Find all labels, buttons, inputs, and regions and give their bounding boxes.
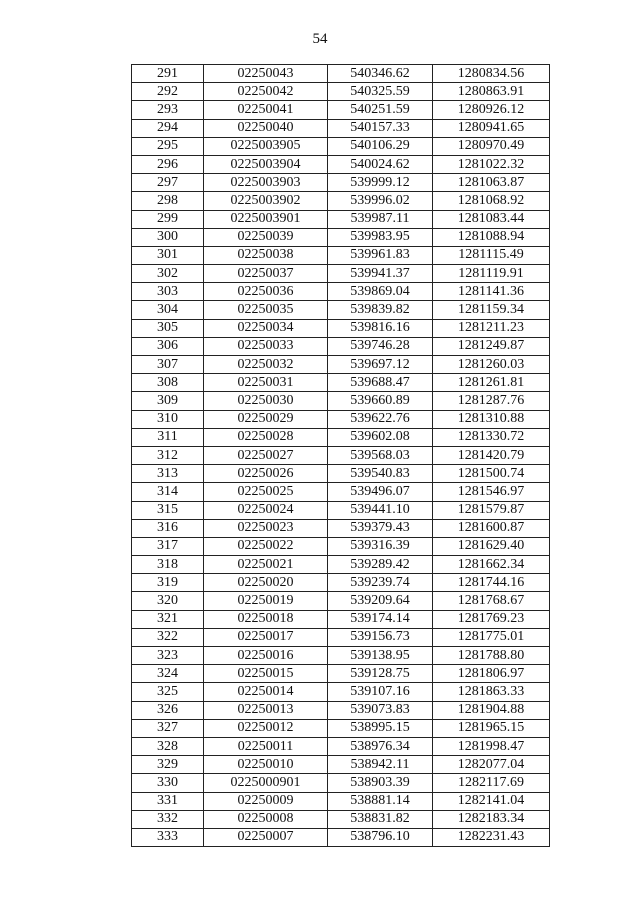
y-coordinate-cell: 1281744.16 [433,574,550,592]
point-number-cell: 329 [132,756,204,774]
y-coordinate-cell: 1281775.01 [433,628,550,646]
x-coordinate-cell: 539697.12 [328,356,433,374]
table-row [132,246,550,264]
x-coordinate-cell: 540157.33 [328,119,433,137]
y-coordinate-cell: 1281546.97 [433,483,550,501]
point-number-cell: 305 [132,319,204,337]
point-code-cell: 0225003903 [204,174,328,192]
point-number-cell: 315 [132,501,204,519]
y-coordinate-cell: 1280926.12 [433,101,550,119]
point-code-cell: 02250013 [204,701,328,719]
table-row [132,501,550,519]
y-coordinate-cell: 1281249.87 [433,337,550,355]
point-code-cell: 02250030 [204,392,328,410]
y-coordinate-cell: 1281662.34 [433,556,550,574]
point-code-cell: 02250034 [204,319,328,337]
point-code-cell: 02250018 [204,610,328,628]
y-coordinate-cell: 1280834.56 [433,65,550,83]
table-row [132,446,550,464]
x-coordinate-cell: 538831.82 [328,810,433,828]
point-code-cell: 02250042 [204,83,328,101]
x-coordinate-cell: 539316.39 [328,537,433,555]
table-row [132,701,550,719]
table-row [132,556,550,574]
y-coordinate-cell: 1281211.23 [433,319,550,337]
point-number-cell: 294 [132,119,204,137]
table-row [132,610,550,628]
table-row [132,537,550,555]
point-code-cell: 02250016 [204,647,328,665]
point-code-cell: 02250026 [204,465,328,483]
point-code-cell: 02250041 [204,101,328,119]
table-row [132,319,550,337]
x-coordinate-cell: 538903.39 [328,774,433,792]
point-number-cell: 297 [132,174,204,192]
table-row [132,374,550,392]
table-row [132,356,550,374]
y-coordinate-cell: 1281998.47 [433,737,550,755]
point-code-cell: 02250024 [204,501,328,519]
y-coordinate-cell: 1282077.04 [433,756,550,774]
table-row [132,155,550,173]
point-code-cell: 0225003901 [204,210,328,228]
y-coordinate-cell: 1280970.49 [433,137,550,155]
point-number-cell: 303 [132,283,204,301]
point-number-cell: 313 [132,465,204,483]
point-number-cell: 314 [132,483,204,501]
point-code-cell: 02250036 [204,283,328,301]
y-coordinate-cell: 1280863.91 [433,83,550,101]
point-number-cell: 330 [132,774,204,792]
y-coordinate-cell: 1281420.79 [433,446,550,464]
x-coordinate-cell: 539961.83 [328,246,433,264]
point-number-cell: 321 [132,610,204,628]
point-code-cell: 02250029 [204,410,328,428]
table-row [132,828,550,846]
point-code-cell: 02250009 [204,792,328,810]
point-code-cell: 0225000901 [204,774,328,792]
table-row [132,137,550,155]
y-coordinate-cell: 1282183.34 [433,810,550,828]
point-code-cell: 02250025 [204,483,328,501]
table-row [132,337,550,355]
point-code-cell: 0225003902 [204,192,328,210]
x-coordinate-cell: 539496.07 [328,483,433,501]
table-row [132,465,550,483]
x-coordinate-cell: 539688.47 [328,374,433,392]
point-code-cell: 02250038 [204,246,328,264]
point-code-cell: 02250035 [204,301,328,319]
point-number-cell: 302 [132,265,204,283]
x-coordinate-cell: 539107.16 [328,683,433,701]
y-coordinate-cell: 1281579.87 [433,501,550,519]
point-number-cell: 325 [132,683,204,701]
point-code-cell: 02250010 [204,756,328,774]
table-row [132,210,550,228]
point-number-cell: 304 [132,301,204,319]
point-number-cell: 298 [132,192,204,210]
table-row [132,192,550,210]
y-coordinate-cell: 1281806.97 [433,665,550,683]
point-code-cell: 02250011 [204,737,328,755]
y-coordinate-cell: 1281287.76 [433,392,550,410]
table-row [132,228,550,246]
y-coordinate-cell: 1281022.32 [433,155,550,173]
point-number-cell: 326 [132,701,204,719]
point-code-cell: 02250021 [204,556,328,574]
y-coordinate-cell: 1281119.91 [433,265,550,283]
table-row [132,574,550,592]
point-number-cell: 292 [132,83,204,101]
point-number-cell: 309 [132,392,204,410]
table-row [132,665,550,683]
y-coordinate-cell: 1282141.04 [433,792,550,810]
y-coordinate-cell: 1281500.74 [433,465,550,483]
point-code-cell: 02250037 [204,265,328,283]
x-coordinate-cell: 540106.29 [328,137,433,155]
point-code-cell: 02250020 [204,574,328,592]
x-coordinate-cell: 539660.89 [328,392,433,410]
x-coordinate-cell: 539138.95 [328,647,433,665]
y-coordinate-cell: 1281088.94 [433,228,550,246]
point-number-cell: 316 [132,519,204,537]
point-number-cell: 291 [132,65,204,83]
x-coordinate-cell: 539441.10 [328,501,433,519]
y-coordinate-cell: 1281904.88 [433,701,550,719]
y-coordinate-cell: 1282231.43 [433,828,550,846]
y-coordinate-cell: 1281965.15 [433,719,550,737]
table-row [132,737,550,755]
y-coordinate-cell: 1281330.72 [433,428,550,446]
table-row [132,519,550,537]
y-coordinate-cell: 1281629.40 [433,537,550,555]
y-coordinate-cell: 1281068.92 [433,192,550,210]
table-row [132,265,550,283]
y-coordinate-cell: 1282117.69 [433,774,550,792]
point-number-cell: 333 [132,828,204,846]
point-code-cell: 02250028 [204,428,328,446]
point-number-cell: 306 [132,337,204,355]
point-code-cell: 02250027 [204,446,328,464]
x-coordinate-cell: 540346.62 [328,65,433,83]
x-coordinate-cell: 539987.11 [328,210,433,228]
point-number-cell: 300 [132,228,204,246]
point-code-cell: 02250033 [204,337,328,355]
point-number-cell: 312 [132,446,204,464]
table-row [132,647,550,665]
y-coordinate-cell: 1281261.81 [433,374,550,392]
table-row [132,792,550,810]
table-row [132,810,550,828]
point-number-cell: 322 [132,628,204,646]
x-coordinate-cell: 538942.11 [328,756,433,774]
point-number-cell: 320 [132,592,204,610]
point-code-cell: 02250039 [204,228,328,246]
x-coordinate-cell: 538881.14 [328,792,433,810]
x-coordinate-cell: 540024.62 [328,155,433,173]
y-coordinate-cell: 1280941.65 [433,119,550,137]
x-coordinate-cell: 540325.59 [328,83,433,101]
point-code-cell: 02250022 [204,537,328,555]
x-coordinate-cell: 539289.42 [328,556,433,574]
table-row [132,283,550,301]
point-code-cell: 0225003904 [204,155,328,173]
point-number-cell: 317 [132,537,204,555]
table-row [132,719,550,737]
point-code-cell: 02250008 [204,810,328,828]
table-row [132,428,550,446]
point-number-cell: 327 [132,719,204,737]
point-number-cell: 332 [132,810,204,828]
point-number-cell: 311 [132,428,204,446]
y-coordinate-cell: 1281769.23 [433,610,550,628]
table-row [132,483,550,501]
point-code-cell: 02250032 [204,356,328,374]
point-code-cell: 02250017 [204,628,328,646]
y-coordinate-cell: 1281063.87 [433,174,550,192]
y-coordinate-cell: 1281788.80 [433,647,550,665]
point-code-cell: 02250012 [204,719,328,737]
point-code-cell: 02250007 [204,828,328,846]
point-number-cell: 324 [132,665,204,683]
point-code-cell: 02250019 [204,592,328,610]
x-coordinate-cell: 539379.43 [328,519,433,537]
x-coordinate-cell: 539983.95 [328,228,433,246]
table-row [132,592,550,610]
x-coordinate-cell: 539622.76 [328,410,433,428]
x-coordinate-cell: 539999.12 [328,174,433,192]
x-coordinate-cell: 539869.04 [328,283,433,301]
y-coordinate-cell: 1281083.44 [433,210,550,228]
x-coordinate-cell: 538995.15 [328,719,433,737]
x-coordinate-cell: 538976.34 [328,737,433,755]
point-number-cell: 296 [132,155,204,173]
x-coordinate-cell: 539128.75 [328,665,433,683]
point-code-cell: 02250023 [204,519,328,537]
y-coordinate-cell: 1281863.33 [433,683,550,701]
y-coordinate-cell: 1281600.87 [433,519,550,537]
y-coordinate-cell: 1281310.88 [433,410,550,428]
point-number-cell: 295 [132,137,204,155]
table-row [132,174,550,192]
point-number-cell: 318 [132,556,204,574]
x-coordinate-cell: 539239.74 [328,574,433,592]
point-number-cell: 308 [132,374,204,392]
point-code-cell: 02250031 [204,374,328,392]
table-row [132,774,550,792]
coordinate-table-body [132,65,550,847]
y-coordinate-cell: 1281159.34 [433,301,550,319]
point-number-cell: 293 [132,101,204,119]
coordinate-table [131,64,550,847]
page-number: 54 [312,31,328,47]
x-coordinate-cell: 539746.28 [328,337,433,355]
point-number-cell: 328 [132,737,204,755]
table-row [132,119,550,137]
table-row [132,83,550,101]
table-row [132,683,550,701]
table-row [132,65,550,83]
table-row [132,410,550,428]
table-row [132,628,550,646]
point-code-cell: 02250043 [204,65,328,83]
x-coordinate-cell: 539602.08 [328,428,433,446]
x-coordinate-cell: 539156.73 [328,628,433,646]
point-number-cell: 331 [132,792,204,810]
x-coordinate-cell: 539174.14 [328,610,433,628]
table-row [132,392,550,410]
point-number-cell: 310 [132,410,204,428]
point-code-cell: 0225003905 [204,137,328,155]
point-number-cell: 299 [132,210,204,228]
x-coordinate-cell: 539073.83 [328,701,433,719]
x-coordinate-cell: 539568.03 [328,446,433,464]
table-row [132,101,550,119]
x-coordinate-cell: 539941.37 [328,265,433,283]
table-row [132,756,550,774]
point-number-cell: 307 [132,356,204,374]
x-coordinate-cell: 539540.83 [328,465,433,483]
table-row [132,301,550,319]
point-code-cell: 02250040 [204,119,328,137]
y-coordinate-cell: 1281115.49 [433,246,550,264]
point-number-cell: 319 [132,574,204,592]
x-coordinate-cell: 539996.02 [328,192,433,210]
point-number-cell: 301 [132,246,204,264]
x-coordinate-cell: 540251.59 [328,101,433,119]
y-coordinate-cell: 1281260.03 [433,356,550,374]
y-coordinate-cell: 1281141.36 [433,283,550,301]
x-coordinate-cell: 539839.82 [328,301,433,319]
point-code-cell: 02250015 [204,665,328,683]
y-coordinate-cell: 1281768.67 [433,592,550,610]
x-coordinate-cell: 538796.10 [328,828,433,846]
point-number-cell: 323 [132,647,204,665]
point-code-cell: 02250014 [204,683,328,701]
x-coordinate-cell: 539816.16 [328,319,433,337]
x-coordinate-cell: 539209.64 [328,592,433,610]
